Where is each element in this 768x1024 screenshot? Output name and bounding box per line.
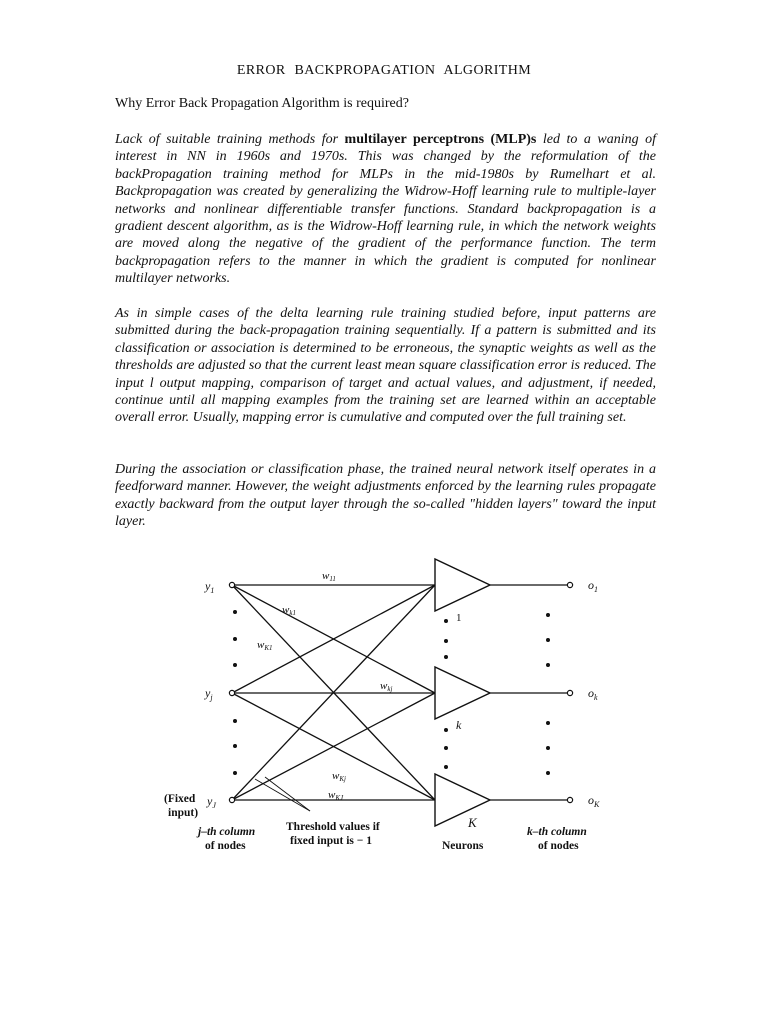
weight-label-wK1: wK1 (257, 639, 273, 652)
paragraph-2: As in simple cases of the delta learning rule training studied before, input patterns are submitted during the back-propagation training sequentially. If a pattern is submitted and its classification or association is determined to be erroneous, the synaptic weights as well as the thresholds are adjusted so that the current least mean square classification error is reduced. The input l output mapping, comparison of target and actual values, and adjustment, if needed, continue until all mapping examples from the training set are learned within an acceptable overall error. Usually, mapping error is cumulative and computed over the full training set. (115, 306, 656, 426)
input-label-yJ: $y_J$ (207, 794, 216, 810)
threshold-label-1: Threshold values if (286, 821, 380, 833)
neuron-label-K: K (468, 815, 477, 830)
fixed-input-label-1: (Fixed (164, 793, 196, 805)
paragraph-3: During the association or classification phase, the trained neural network itself operates in a feedforward manner. However, the weight adjustments enforced by the learning rules propagate exactly backward from the output layer through the so-called "hidden layers" toward the input layer. (115, 462, 656, 530)
threshold-label-2: fixed input is − 1 (290, 835, 372, 847)
paragraph-1-start: Lack of suitable training methods for (115, 132, 345, 147)
weight-label-wKJ: wKJ (328, 789, 344, 802)
kth-column-label-2: of nodes (538, 840, 579, 852)
weight-label-wkj: wkj (380, 680, 393, 693)
weight-label-w11: w11 (322, 570, 336, 583)
input-node-j (229, 690, 234, 695)
output-node-k (567, 690, 572, 695)
input-node-1 (229, 582, 234, 587)
weight-label-wk1: wk1 (282, 604, 296, 617)
output-label-o1: $o_1$ (588, 578, 598, 594)
neurons-label: Neurons (442, 840, 484, 852)
input-node-J (229, 797, 234, 802)
input-label-y1: $y_1$ (205, 579, 215, 595)
output-node-1 (567, 582, 572, 587)
neuron-1-triangle (435, 559, 490, 611)
paragraph-1-rest: led to a waning of interest in NN in 1960s and 1970s. This was changed by the reformulation of the backPropagation training method for MLPs in the mid-1980s by Rumelhart et al. Backpropagation was created by generalizing the Widrow-Hoff learning rule to multiple-layer networks and nonlinear differentiable transfer functions. Standard backpropagation is a gradient descent algorithm, as is the Widrow-Hoff learning rule, in which the network weights are moved along the negative of the gradient of the performance function. The term backpropagation refers to the manner in which the gradient is computed for nonlinear multilayer networks. (115, 132, 656, 287)
backprop-network-diagram (150, 545, 620, 865)
neuron-K-triangle (435, 774, 490, 826)
question-heading: Why Error Back Propagation Algorithm is required? (115, 96, 409, 111)
document-title: ERROR BACKPROPAGATION ALGORITHM (236, 63, 532, 78)
jth-column-label-1: j–th column (198, 826, 256, 838)
output-label-ok: $o_k$ (588, 686, 598, 702)
weight-connections (232, 585, 570, 811)
paragraph-1-bold-term: multilayer perceptrons (MLP)s (344, 132, 537, 147)
paragraph-1 (115, 131, 656, 288)
weight-label-wKj: wKj (332, 770, 346, 783)
jth-column-label-2: of nodes (205, 840, 246, 852)
neuron-label-k: k (456, 718, 462, 732)
fixed-input-label-2: input) (168, 807, 199, 819)
neuron-k-triangle (435, 667, 490, 719)
kth-column-label-1: k–th column (527, 826, 587, 838)
output-label-oK: $o_K$ (588, 793, 600, 809)
output-node-K (567, 797, 572, 802)
neuron-label-1: 1 (456, 612, 462, 624)
input-label-yj: $y_j$ (205, 686, 213, 702)
